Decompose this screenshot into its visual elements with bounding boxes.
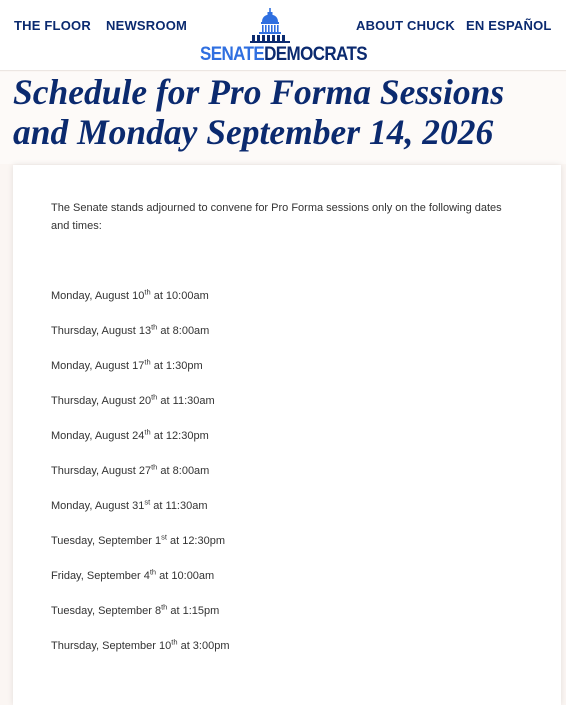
- session-date: Thursday, August 20: [51, 395, 152, 407]
- session-item: [51, 604, 219, 618]
- page-title-line-2: and Monday September 14, 2026: [13, 112, 494, 152]
- session-item: [51, 464, 209, 478]
- logo-wordmark: [200, 42, 367, 66]
- session-time: at 8:00am: [160, 465, 210, 477]
- nav-link-en-espanol[interactable]: EN ESPAÑOL: [466, 18, 552, 33]
- session-item: [51, 639, 230, 653]
- session-date-suffix: th: [151, 392, 158, 402]
- session-date-suffix: th: [171, 637, 178, 647]
- session-date: Monday, August 17: [51, 360, 145, 372]
- session-date-suffix: th: [161, 602, 168, 612]
- session-time: at 10:00am: [159, 570, 215, 582]
- nav-link-the-floor[interactable]: THE FLOOR: [14, 18, 91, 33]
- intro-paragraph: The Senate stands adjourned to convene for Pro Forma sessions only on the following dates and times:: [51, 202, 502, 232]
- page-title-line-1: Schedule for Pro Forma Sessions: [13, 72, 505, 112]
- session-item: [51, 534, 225, 548]
- session-time: at 1:30pm: [153, 360, 203, 372]
- logo-word-democrats: DEMOCRATS: [264, 42, 367, 65]
- session-item: [51, 289, 209, 303]
- session-date: Tuesday, September 8: [51, 605, 162, 617]
- top-navigation: [0, 0, 566, 71]
- session-item: [51, 569, 214, 583]
- session-item: [51, 429, 209, 443]
- session-item: [51, 499, 208, 513]
- session-date-suffix: st: [144, 497, 151, 507]
- session-date-suffix: th: [144, 357, 151, 367]
- logo-word-senate: SENATE: [200, 42, 265, 65]
- session-time: at 12:30pm: [169, 535, 226, 547]
- capitol-dome-icon: [250, 8, 290, 44]
- session-date-suffix: st: [161, 532, 167, 542]
- page-title: [13, 72, 558, 152]
- session-date-suffix: th: [144, 287, 151, 297]
- session-date: Thursday, August 27: [51, 465, 152, 477]
- session-item: [51, 394, 215, 408]
- content-card: [13, 165, 561, 705]
- session-date: Tuesday, September 1: [51, 535, 162, 547]
- session-date-suffix: th: [151, 322, 158, 332]
- nav-link-newsroom[interactable]: NEWSROOM: [106, 18, 188, 33]
- session-time: at 10:00am: [153, 290, 209, 302]
- nav-link-about-chuck[interactable]: ABOUT CHUCK: [356, 18, 455, 33]
- session-time: at 1:15pm: [170, 605, 220, 617]
- session-time: at 11:30am: [153, 500, 208, 512]
- session-date-suffix: th: [149, 567, 157, 577]
- session-time: at 12:30pm: [153, 430, 209, 442]
- senate-democrats-logo[interactable]: [200, 6, 367, 66]
- page-title-area: [0, 72, 566, 164]
- session-date: Thursday, September 10: [51, 640, 172, 652]
- session-date-suffix: th: [151, 462, 158, 472]
- session-date: Friday, September 4: [51, 570, 150, 582]
- session-item: [51, 324, 209, 338]
- session-item: [51, 359, 203, 373]
- session-time: at 3:00pm: [180, 640, 230, 652]
- session-date: Monday, August 24: [51, 430, 145, 442]
- session-time: at 8:00am: [160, 325, 210, 337]
- session-date-suffix: th: [144, 427, 151, 437]
- session-date: Monday, August 10: [51, 290, 145, 302]
- session-date: Thursday, August 13: [51, 325, 152, 337]
- session-date: Monday, August 31: [51, 500, 145, 512]
- session-time: at 11:30am: [160, 395, 215, 407]
